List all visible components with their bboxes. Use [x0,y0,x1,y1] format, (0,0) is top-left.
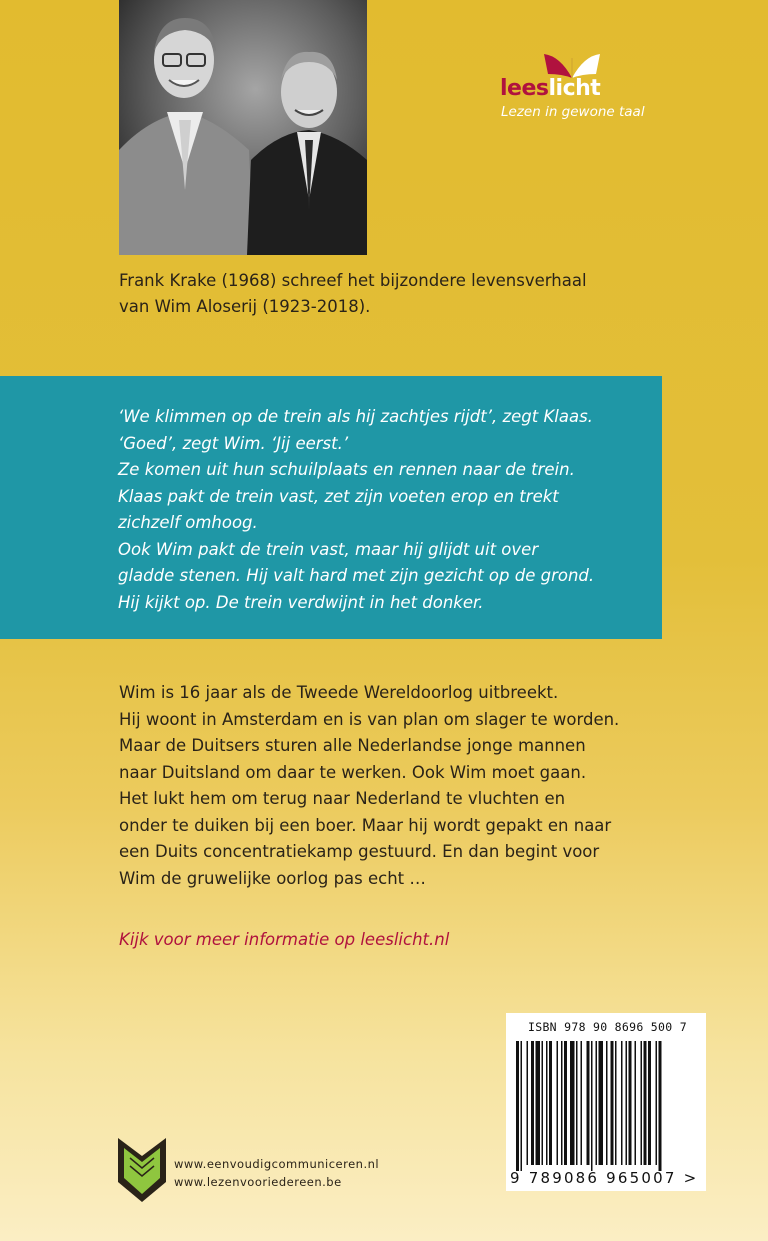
barcode-bar [615,1041,617,1165]
quote-line: ‘Goed’, zegt Wim. ‘Jij eerst.’ [118,433,349,453]
barcode-bar [536,1041,541,1165]
url-line[interactable]: www.eenvoudigcommuniceren.nl [174,1157,380,1171]
barcode-bar [561,1041,563,1165]
barcode-bar [521,1041,523,1171]
blurb-line: een Duits concentratiekamp gestuurd. En dan begint voor [119,842,600,861]
quote-line: gladde stenen. Hij valt hard met zijn gezicht op de grond. [118,566,595,585]
barcode-bar [576,1041,578,1165]
logo-word-part2: licht [548,76,601,101]
barcode-bar [570,1041,575,1165]
logo-word-part1: lees [500,76,549,101]
barcode-bar [611,1041,614,1165]
logo-wordmark [500,76,600,101]
barcode-bar [626,1041,628,1165]
barcode-bar [599,1041,604,1165]
barcode-bar [656,1041,658,1165]
caption-line: Frank Krake (1968) schreef het bijzondere levensverhaal [119,271,587,290]
barcode-bar [621,1041,623,1165]
logo-tagline: Lezen in gewone taal [501,104,645,120]
author-photo [119,0,367,255]
barcode-digits: 9 789086 965007 > [510,1169,699,1187]
blurb-line: Wim is 16 jaar als de Tweede Wereldoorlog uitbreekt. [119,683,559,702]
blurb-line: Het lukt hem om terug naar Nederland te vluchten en [119,789,566,808]
barcode-bar [596,1041,598,1165]
barcode-bars [516,1041,696,1171]
barcode-bar [635,1041,637,1165]
barcode-bar [659,1041,662,1171]
barcode-bar [531,1041,534,1165]
barcode-bar [641,1041,643,1165]
caption-line: van Wim Aloserij (1923-2018). [119,297,371,316]
barcode-bar [606,1041,608,1165]
barcode-bar [591,1041,593,1171]
barcode-bar [587,1041,590,1165]
quote-line: Klaas pakt de trein vast, zet zijn voeten erop en trekt [118,486,559,506]
author-caption [119,268,639,320]
publisher-urls [174,1155,379,1191]
barcode-bar [564,1041,567,1165]
blurb-text [119,680,679,892]
quote-text [118,404,594,616]
barcode-bar [542,1041,544,1165]
barcode-bar [557,1041,559,1165]
quote-line: zichzelf omhoog. [118,513,258,532]
leeslicht-logo [500,48,690,128]
book-chevron-icon [116,1134,168,1204]
isbn-barcode [506,1013,706,1191]
quote-line: ‘We klimmen op de trein als hij zachtjes rijdt’, zegt Klaas. [118,407,593,426]
blurb-line: naar Duitsland om daar te werken. Ook Wim moet gaan. [119,762,587,782]
blurb-line: Maar de Duitsers sturen alle Nederlandse jonge mannen [119,736,586,755]
barcode-bar [516,1041,519,1171]
barcode-bar [546,1041,548,1165]
barcode-bar [644,1041,647,1165]
quote-line: Ook Wim pakt de trein vast, maar hij glijdt uit over [118,539,539,559]
quote-line: Ze komen uit hun schuilplaats en rennen naar de trein. [118,460,575,479]
quote-line: Hij kijkt op. De trein verdwijnt in het donker. [118,592,484,612]
blurb-line: onder te duiken bij een boer. Maar hij wordt gepakt en naar [119,815,612,835]
barcode-bar [629,1041,632,1165]
barcode-bar [527,1041,529,1165]
more-info-link[interactable]: Kijk voor meer informatie op leeslicht.nl [119,930,450,949]
barcode-bar [581,1041,583,1165]
author-photo-illustration [119,0,367,255]
url-line[interactable]: www.lezenvooriedereen.be [174,1175,342,1189]
blurb-line: Hij woont in Amsterdam en is van plan om slager te worden. [119,709,620,729]
barcode-bar [648,1041,651,1165]
isbn-label: ISBN 978 90 8696 500 7 [528,1020,687,1034]
quote-box [0,376,662,639]
barcode-bar [549,1041,552,1165]
blurb-line: Wim de gruwelijke oorlog pas echt … [119,868,426,888]
